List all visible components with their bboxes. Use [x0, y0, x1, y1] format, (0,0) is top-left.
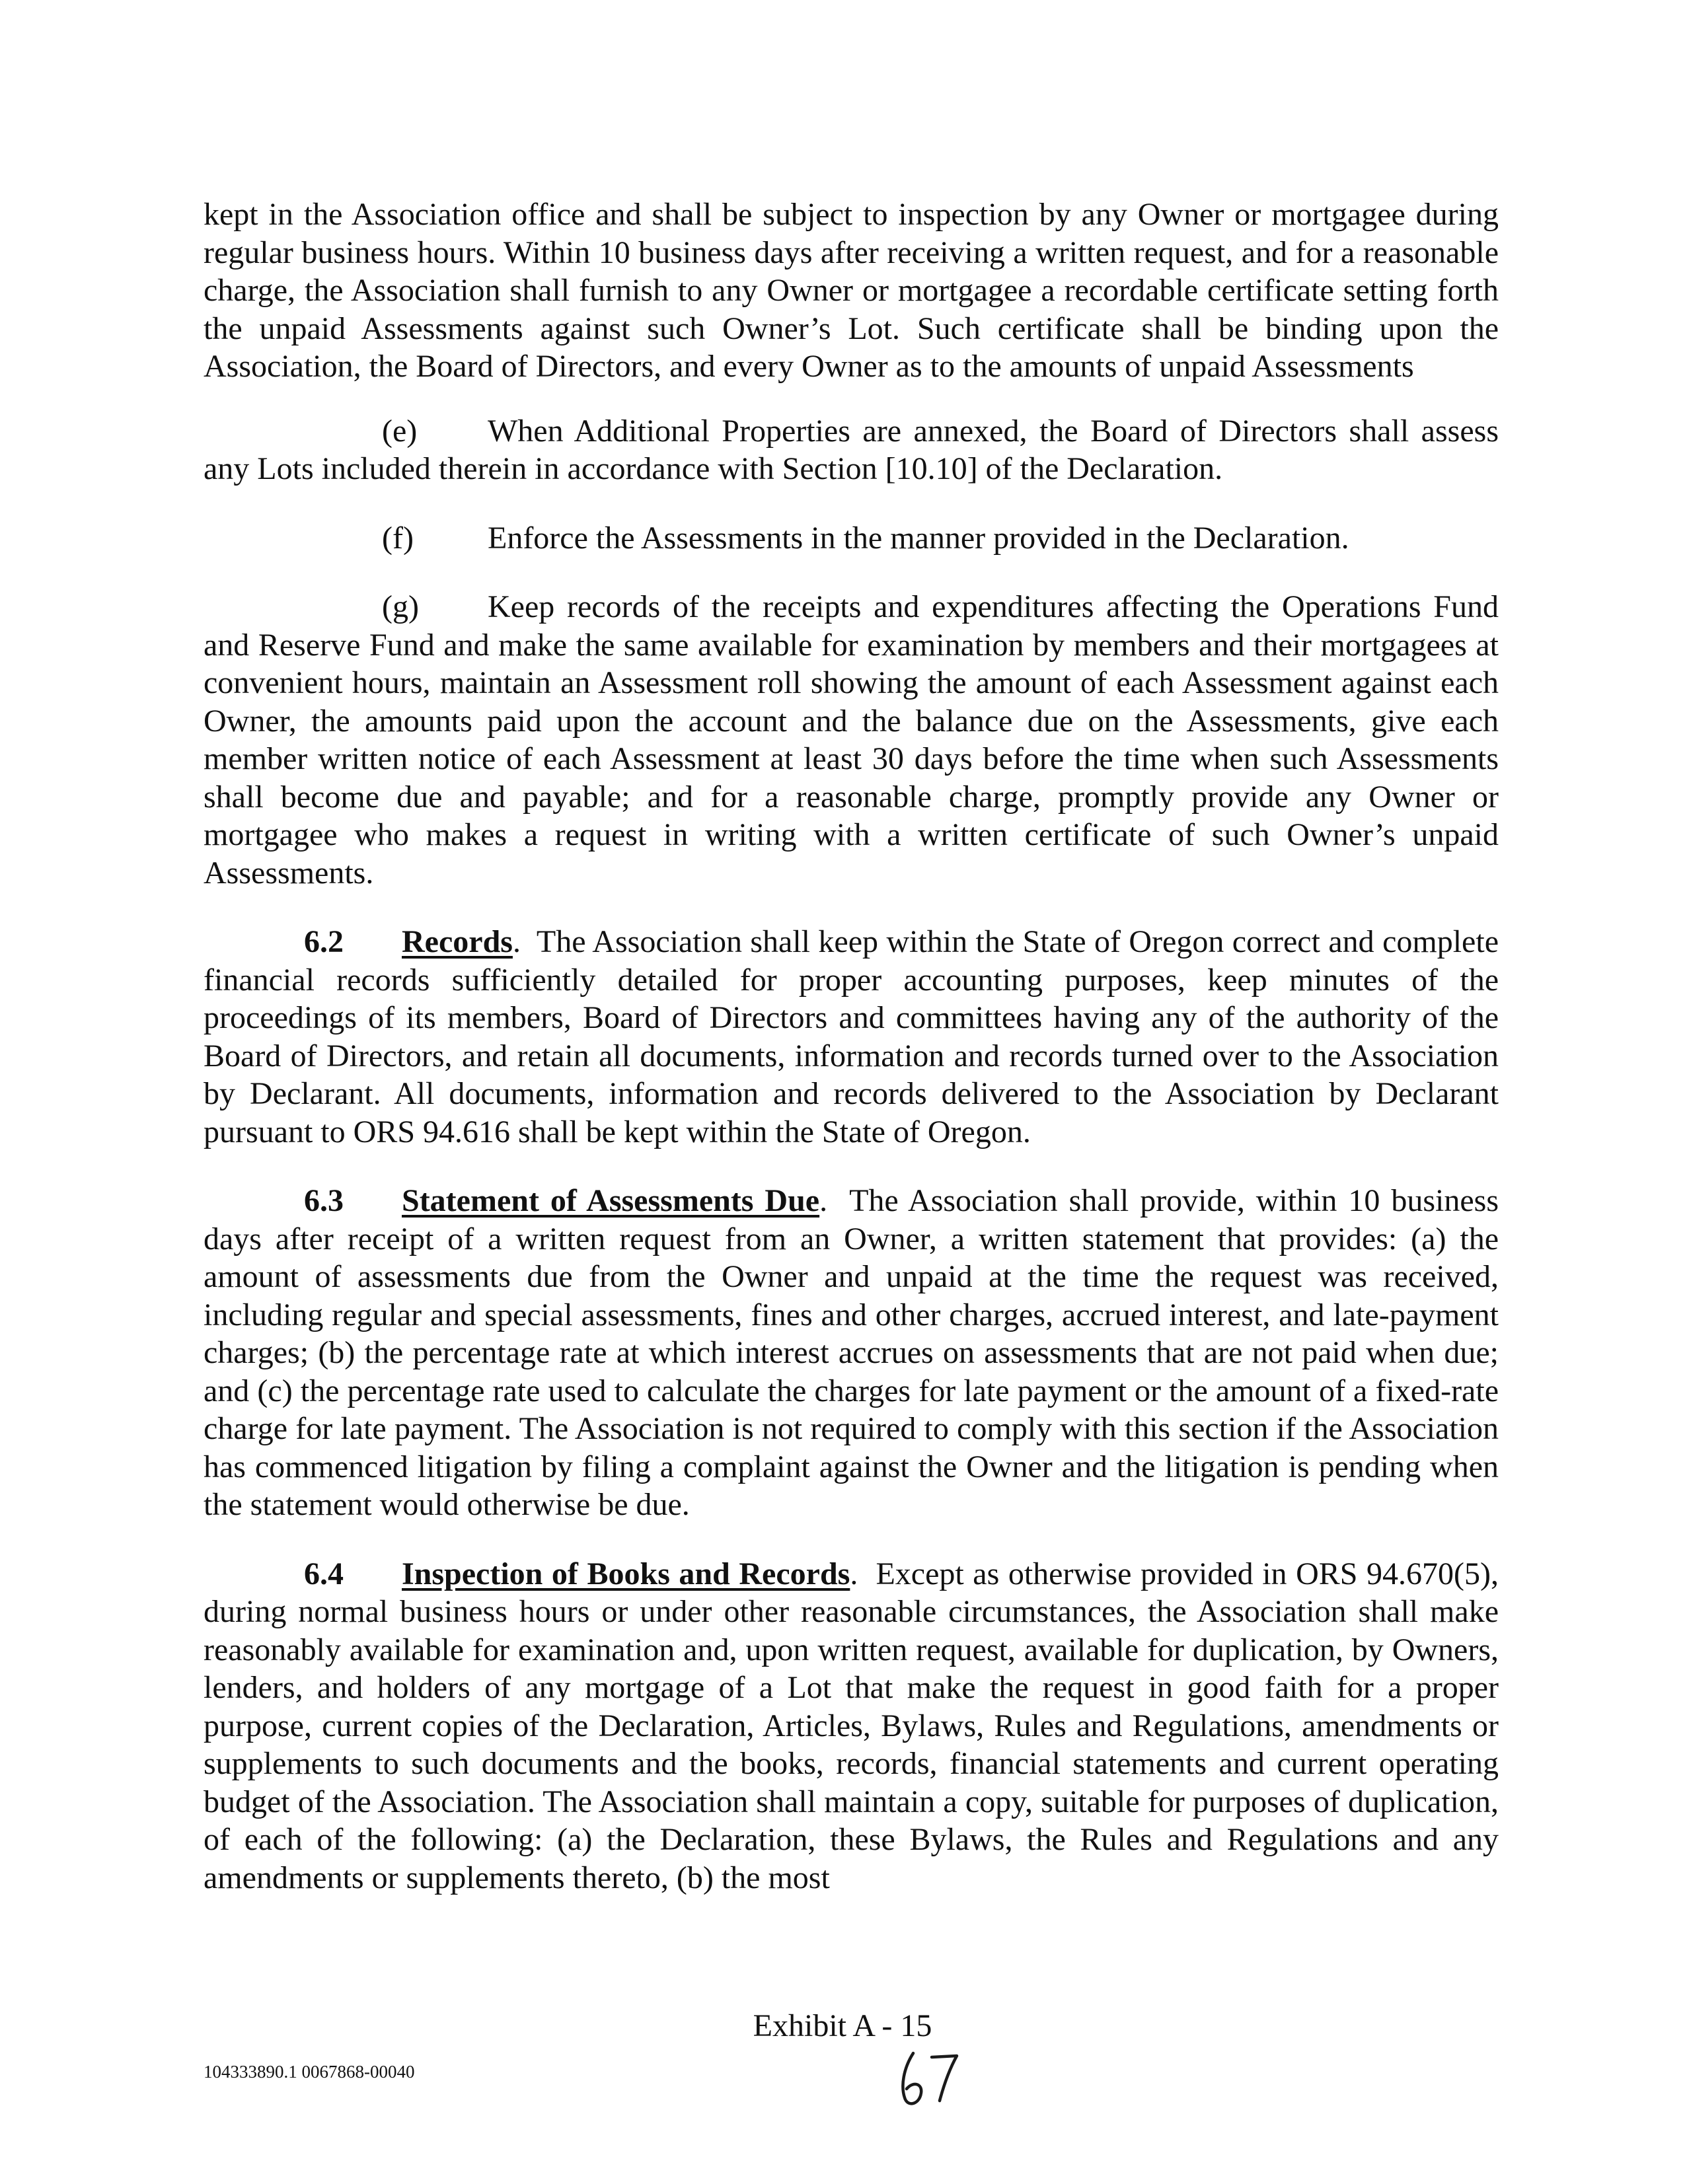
- section-number: 6.2: [304, 924, 344, 959]
- section-6-4: 6.4 Inspection of Books and Records. Except as otherwise provided in ORS 94.670(5), during normal business hours or under other reasonable circumstances, the Association shall make reasonably available for examination and, upon written request, available for duplication, by Owners, lenders, and holders of any mortgage of a Lot that make the request in good faith for a proper purpose, current copies of the Declaration, Articles, Bylaws, Rules and Regulations, amendments or supplements to such documents and the books, records, financial statements and current operating budget of the Association. The Association shall maintain a copy, suitable for purposes of duplication, of each of the following: (a) the Declaration, these Bylaws, the Rules and Regulations and any amendments or supplements thereto, (b) the most: [204, 1556, 1499, 1895]
- handwritten-page-number: [893, 2048, 966, 2107]
- section-text: Except as otherwise provided in ORS 94.670(5), during normal business hours or under other reasonable circumstances, the Association shall make reasonably available for examination and, upon written request, available for duplication, by Owners, lenders, and holders of any mortgage of a Lot that make the request in good faith for a proper purpose, current copies of the Declaration, Articles, Bylaws, Rules and Regulations, amendments or supplements to such documents and the books, records, financial statements and current operating budget of the Association. The Association shall maintain a copy, suitable for purposes of duplication, of each of the following: (a) the Declaration, these Bylaws, the Rules and Regulations and any amendments or supplements thereto, (b) the most: [204, 1556, 1499, 1895]
- document-id: 104333890.1 0067868-00040: [204, 2062, 415, 2082]
- paragraph-e-text: When Additional Properties are annexed, the Board of Directors shall assess any Lots included therein in accordance with Section [10.10] of the Declaration.: [204, 413, 1499, 486]
- list-marker: (g): [382, 589, 419, 624]
- exhibit-page-label: Exhibit A - 15: [753, 2008, 932, 2043]
- paragraph-e: [204, 412, 1499, 488]
- section-number: 6.4: [304, 1556, 344, 1591]
- section-number: 6.3: [304, 1183, 344, 1218]
- section-heading: Statement of Assessments Due: [402, 1183, 820, 1218]
- list-marker: (f): [382, 520, 414, 556]
- section-text: The Association shall provide, within 10 business days after receipt of a written request from an Owner, a written statement that provides: (a) the amount of assessments due from the Owner and unpaid at the time the request was received, including regular and special assessments, fines and other charges, accrued interest, and late-payment charges; (b) the percentage rate at which interest accrues on assessments that are not paid when due; and (c) the percentage rate used to calculate the charges for late payment or the amount of a fixed-rate charge for late payment. The Association is not required to comply with this section if the Association has commenced litigation by filing a complaint against the Owner and the litigation is pending when the statement would otherwise be due.: [204, 1183, 1499, 1522]
- body-text: [204, 196, 1499, 1928]
- section-text: The Association shall keep within the State of Oregon correct and complete financial records sufficiently detailed for proper accounting purposes, keep minutes of the proceedings of its members, Board of Directors and committees having any of the authority of the Board of Directors, and retain all documents, information and records turned over to the Association by Declarant. All documents, information and records delivered to the Association by Declarant pursuant to ORS 94.616 shall be kept within the State of Oregon.: [204, 924, 1499, 1149]
- section-heading: Records: [402, 924, 513, 959]
- paragraph-g: [204, 588, 1499, 892]
- section-6-3: 6.3 Statement of Assessments Due. The Association shall provide, within 10 business days after receipt of a written request from an Owner, a written statement that provides: (a) the amount of assessments due from the Owner and unpaid at the time the request was received, including regular and special assessments, fines and other charges, accrued interest, and late-payment charges; (b) the percentage rate at which interest accrues on assessments that are not paid when due; and (c) the percentage rate used to calculate the charges for late payment or the amount of a fixed-rate charge for late payment. The Association is not required to comply with this section if the Association has commenced litigation by filing a complaint against the Owner and the litigation is pending when the statement would otherwise be due.: [204, 1183, 1499, 1522]
- section-6-2: 6.2 Records. The Association shall keep within the State of Oregon correct and complete financial records sufficiently detailed for proper accounting purposes, keep minutes of the proceedings of its members, Board of Directors and committees having any of the authority of the Board of Directors, and retain all documents, information and records turned over to the Association by Declarant. All documents, information and records delivered to the Association by Declarant pursuant to ORS 94.616 shall be kept within the State of Oregon.: [204, 924, 1499, 1149]
- paragraph-d-continuation: kept in the Association office and shall be subject to inspection by any Owner or mortgagee during regular business hours. Within 10 business days after receiving a written request, and for a reasonable charge, the Association shall furnish to any Owner or mortgagee a recordable certificate setting forth the unpaid Assessments against such Owner’s Lot. Such certificate shall be binding upon the Association, the Board of Directors, and every Owner as to the amounts of unpaid Assessments: [204, 197, 1499, 384]
- paragraph-f: [204, 519, 1499, 558]
- paragraph-g-text: Keep records of the receipts and expenditures affecting the Operations Fund and Reserve Fund and make the same available for examination by members and their mortgagees at convenient hours, maintain an Assessment roll showing the amount of each Assessment against each Owner, the amounts paid upon the account and the balance due on the Assessments, give each member written notice of each Assessment at least 30 days before the time when such Assessments shall become due and payable; and for a reasonable charge, promptly provide any Owner or mortgagee who makes a request in writing with a written certificate of such Owner’s unpaid Assessments.: [204, 589, 1499, 891]
- paragraph-f-text: Enforce the Assessments in the manner provided in the Declaration.: [488, 520, 1349, 556]
- list-marker: (e): [382, 413, 418, 449]
- section-heading: Inspection of Books and Records: [402, 1556, 850, 1591]
